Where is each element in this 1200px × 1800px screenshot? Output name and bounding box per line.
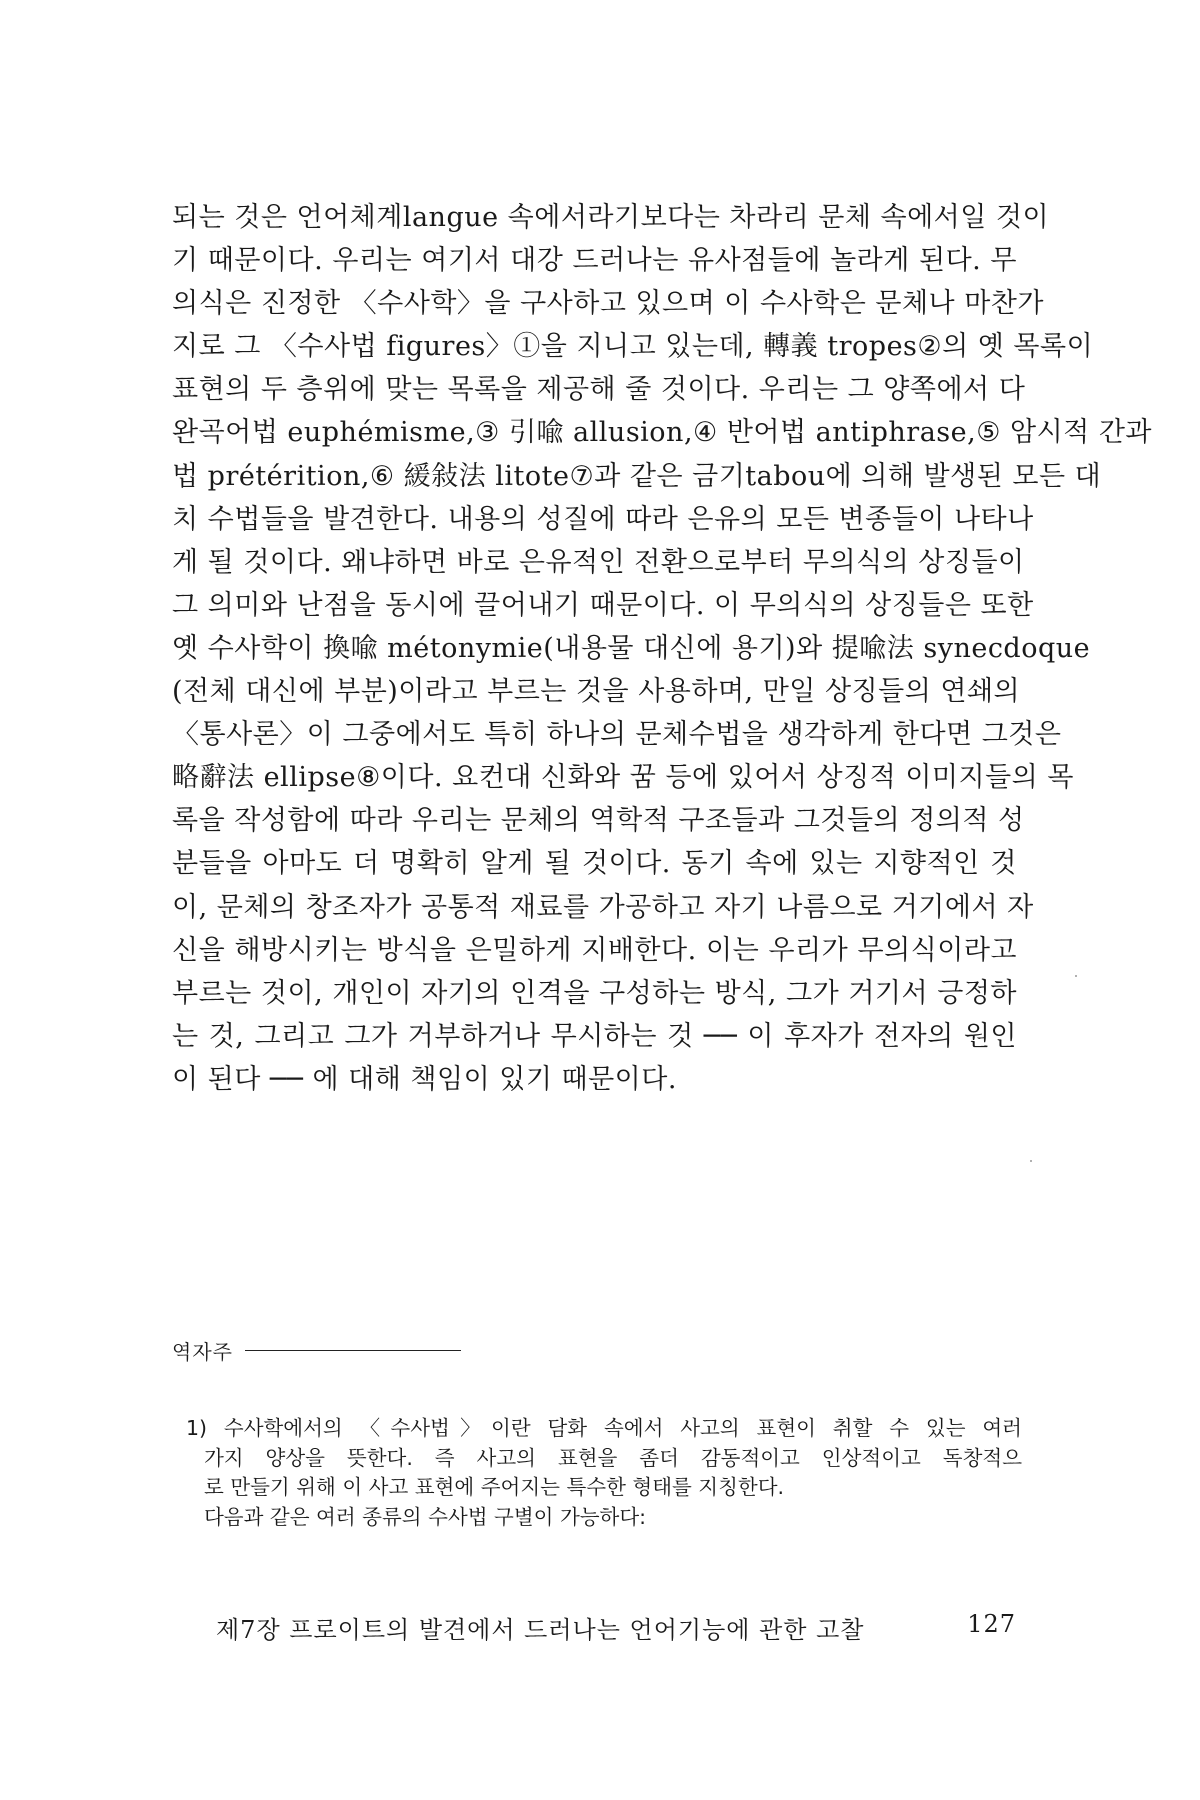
footnote-line: 1) 수사학에서의 〈수사법〉이란 담화 속에서 사고의 표현이 취할 수 있는 여러 — [186, 1416, 1022, 1440]
body-line: 略辭法 ellipse⑧이다. 요컨대 신화와 꿈 등에 있어서 상징적 이미지들의 목 — [172, 762, 1074, 794]
body-line: 되는 것은 언어체계langue 속에서라기보다는 차라리 문체 속에서일 것이 — [172, 202, 1050, 233]
footnote-1 — [186, 1414, 1022, 1532]
running-footer — [216, 1610, 1016, 1645]
body-line: 의식은 진정한 〈수사학〉을 구사하고 있으며 이 수사학은 문체나 마찬가 — [172, 288, 1044, 320]
footnote-divider — [245, 1350, 461, 1351]
scan-speck — [1030, 1160, 1032, 1162]
body-line: 신을 해방시키는 방식을 은밀하게 지배한다. 이는 우리가 무의식이라고 — [172, 934, 1017, 966]
body-line: 완곡어법 euphémisme,③ 引喩 allusion,④ 반어법 antiphrase,⑤ 암시적 간과 — [172, 417, 1152, 449]
body-line: 법 prétérition,⑥ 緩敍法 litote⑦과 같은 금기tabou에 의해 발생된 모든 대 — [172, 460, 1102, 492]
body-line: 록을 작성함에 따라 우리는 문체의 역학적 구조들과 그것들의 정의적 성 — [172, 805, 1025, 837]
body-line: 게 될 것이다. 왜냐하면 바로 은유적인 전환으로부터 무의식의 상징들이 — [172, 546, 1025, 578]
body-line: 이 된다 ── 에 대해 책임이 있기 때문이다. — [172, 1063, 677, 1095]
body-line: 옛 수사학이 換喩 métonymie(내용물 대신에 용기)와 提喩法 synecdoque — [172, 632, 1091, 664]
footnote-line: 가지 양상을 뜻한다. 즉 사고의 표현을 좀더 감동적이고 인상적이고 독창적으 — [204, 1445, 1022, 1470]
body-line: 이, 문체의 창조자가 공통적 재료를 가공하고 자기 나름으로 거기에서 자 — [172, 891, 1034, 923]
body-line: 부르는 것이, 개인이 자기의 인격을 구성하는 방식, 그가 거기서 긍정하 — [172, 977, 1017, 1009]
footnote-line: 다음과 같은 여러 종류의 수사법 구별이 가능하다: — [204, 1504, 647, 1529]
scan-speck — [1075, 975, 1077, 977]
chapter-title: 제7장 프로이트의 발견에서 드러나는 언어기능에 관한 고찰 — [216, 1616, 865, 1644]
body-text — [172, 196, 1152, 1101]
footnote-line: 로 만들기 위해 이 사고 표현에 주어지는 특수한 형태를 지칭한다. — [204, 1475, 785, 1499]
body-line: 치 수법들을 발견한다. 내용의 성질에 따라 은유의 모든 변종들이 나타나 — [172, 503, 1034, 535]
footnote-heading: 역자주 — [172, 1340, 233, 1364]
body-line: 지로 그 〈수사법 figures〉①을 지니고 있는데, 轉義 tropes②의 옛 목록이 — [172, 331, 1094, 363]
body-line: 표현의 두 층위에 맞는 목록을 제공해 줄 것이다. 우리는 그 양쪽에서 다 — [172, 374, 1026, 406]
footnote-header — [172, 1336, 461, 1365]
body-line: 기 때문이다. 우리는 여기서 대강 드러나는 유사점들에 놀라게 된다. 무 — [172, 245, 1017, 277]
body-line: 〈통사론〉이 그중에서도 특히 하나의 문체수법을 생각하게 한다면 그것은 — [172, 719, 1062, 751]
body-line: (전체 대신에 부분)이라고 부르는 것을 사용하며, 만일 상징들의 연쇄의 — [172, 676, 1021, 708]
body-line: 그 의미와 난점을 동시에 끌어내기 때문이다. 이 무의식의 상징들은 또한 — [172, 589, 1034, 621]
page-number: 127 — [967, 1610, 1016, 1638]
body-line: 는 것, 그리고 그가 거부하거나 무시하는 것 ── 이 후자가 전자의 원인 — [172, 1020, 1017, 1052]
body-line: 분들을 아마도 더 명확히 알게 될 것이다. 동기 속에 있는 지향적인 것 — [172, 848, 1017, 880]
